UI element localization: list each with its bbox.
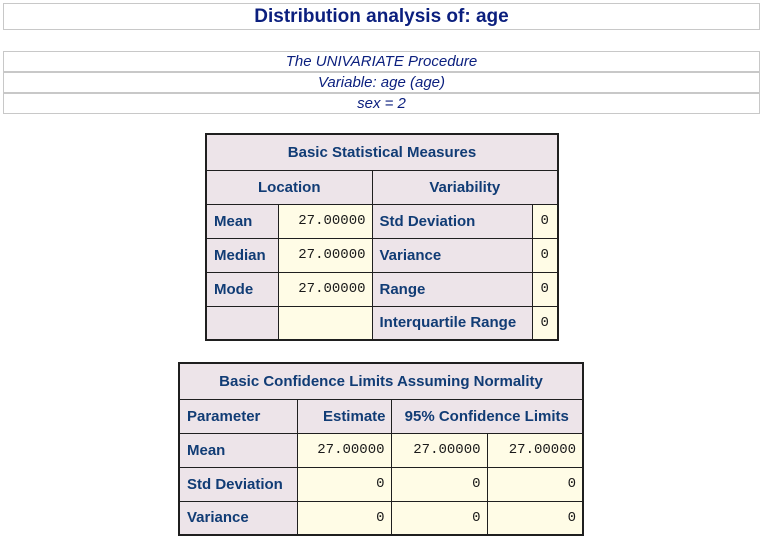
parameter-header: Parameter — [179, 399, 297, 433]
variability-label: Range — [372, 272, 532, 306]
basic-stats-table — [205, 133, 559, 341]
table-row — [179, 433, 583, 467]
location-label: Mode — [206, 272, 278, 306]
subset-label: sex = 2 — [3, 93, 760, 114]
variability-label: Std Deviation — [372, 204, 532, 238]
estimate-value: 27.00000 — [297, 433, 391, 467]
lower-limit-value: 0 — [391, 467, 487, 501]
parameter-label: Variance — [179, 501, 297, 535]
table-row — [179, 501, 583, 535]
confidence-limits-table — [178, 362, 584, 536]
location-value: 27.00000 — [278, 272, 372, 306]
table-row — [206, 204, 558, 238]
variability-value: 0 — [532, 272, 558, 306]
upper-limit-value: 0 — [487, 467, 583, 501]
variability-value: 0 — [532, 306, 558, 340]
limits-header: 95% Confidence Limits — [391, 399, 583, 433]
upper-limit-value: 0 — [487, 501, 583, 535]
variability-label: Variance — [372, 238, 532, 272]
variability-value: 0 — [532, 238, 558, 272]
lower-limit-value: 0 — [391, 501, 487, 535]
procedure-name: The UNIVARIATE Procedure — [3, 51, 760, 72]
location-label: Mean — [206, 204, 278, 238]
estimate-value: 0 — [297, 501, 391, 535]
location-value: 27.00000 — [278, 204, 372, 238]
location-value — [278, 306, 372, 340]
location-value: 27.00000 — [278, 238, 372, 272]
estimate-value: 0 — [297, 467, 391, 501]
table-row — [206, 306, 558, 340]
confidence-limits-title: Basic Confidence Limits Assuming Normality — [179, 363, 583, 399]
estimate-header: Estimate — [297, 399, 391, 433]
location-header: Location — [206, 170, 372, 204]
variability-label: Interquartile Range — [372, 306, 532, 340]
table-row — [179, 467, 583, 501]
variable-label: Variable: age (age) — [3, 72, 760, 93]
location-label — [206, 306, 278, 340]
upper-limit-value: 27.00000 — [487, 433, 583, 467]
parameter-label: Std Deviation — [179, 467, 297, 501]
variability-value: 0 — [532, 204, 558, 238]
table-row — [206, 238, 558, 272]
variability-header: Variability — [372, 170, 558, 204]
lower-limit-value: 27.00000 — [391, 433, 487, 467]
location-label: Median — [206, 238, 278, 272]
basic-stats-title: Basic Statistical Measures — [206, 134, 558, 170]
table-row — [206, 272, 558, 306]
parameter-label: Mean — [179, 433, 297, 467]
page-title: Distribution analysis of: age — [3, 3, 760, 30]
